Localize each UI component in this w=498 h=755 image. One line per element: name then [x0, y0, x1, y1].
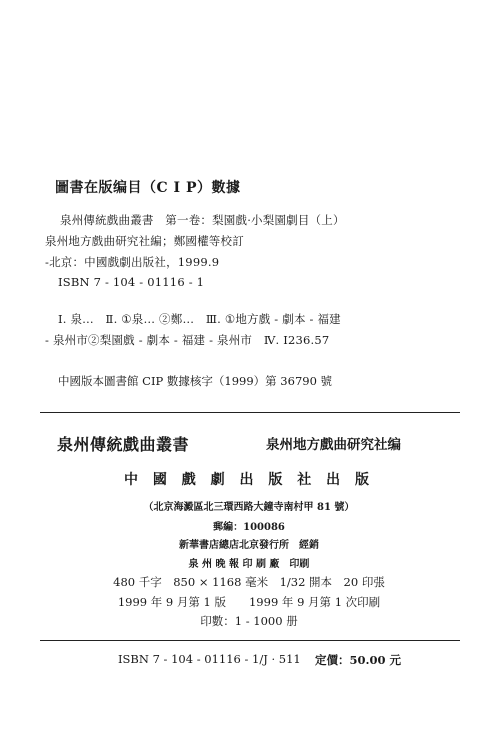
cip-verification: 中國版本圖書館 CIP 數據核字（1999）第 36790 號: [58, 374, 333, 388]
cip-line-editor: 泉州地方戲曲研究社編；鄭國權等校訂: [45, 234, 244, 248]
cip-heading: 圖書在版编目（C I P）數據: [55, 180, 241, 196]
postcode: 郵編：100086: [213, 522, 285, 533]
series-title: 泉州傳統戲曲叢書: [57, 435, 190, 454]
book-specs: 480 千字 850 × 1168 毫米 1/32 開本 20 印張: [113, 575, 385, 589]
print-run: 印數：1 - 1000 册: [200, 614, 298, 628]
edition-info: 1999 年 9 月第 1 版 1999 年 9 月第 1 次印刷: [117, 595, 381, 609]
divider-top: [40, 412, 460, 413]
publisher-address: （北京海澱區北三環西路大鐘寺南村甲 81 號）: [143, 502, 355, 513]
cip-line-subjects: Ⅰ. 泉… Ⅱ. ①泉… ②鄭… Ⅲ. ①地方戲 - 劇本 - 福建: [58, 312, 341, 326]
divider-bottom: [40, 640, 460, 641]
price: 定價：50.00 元: [315, 653, 402, 667]
cip-line-publisher: -北京：中國戲劇出版社，1999.9: [45, 255, 220, 269]
isbn-full: ISBN 7 - 104 - 01116 - 1/J · 511: [118, 652, 301, 666]
cip-line-classification: - 泉州市②梨園戲 - 劇本 - 福建 - 泉州市 Ⅳ. I236.57: [45, 333, 330, 347]
series-editor: 泉州地方戲曲研究社编: [266, 437, 401, 453]
cip-line-title: 泉州傳統戲曲叢書 第一卷：梨園戲·小梨園劇目（上）: [60, 213, 345, 227]
printer: 泉 州 晚 報 印 刷 廠 印刷: [188, 559, 310, 570]
cip-line-isbn: ISBN 7 - 104 - 01116 - 1: [58, 275, 205, 289]
distributor: 新華書店總店北京發行所 經銷: [179, 540, 319, 551]
publisher: 中 國 戲 劇 出 版 社 出 版: [124, 472, 374, 488]
